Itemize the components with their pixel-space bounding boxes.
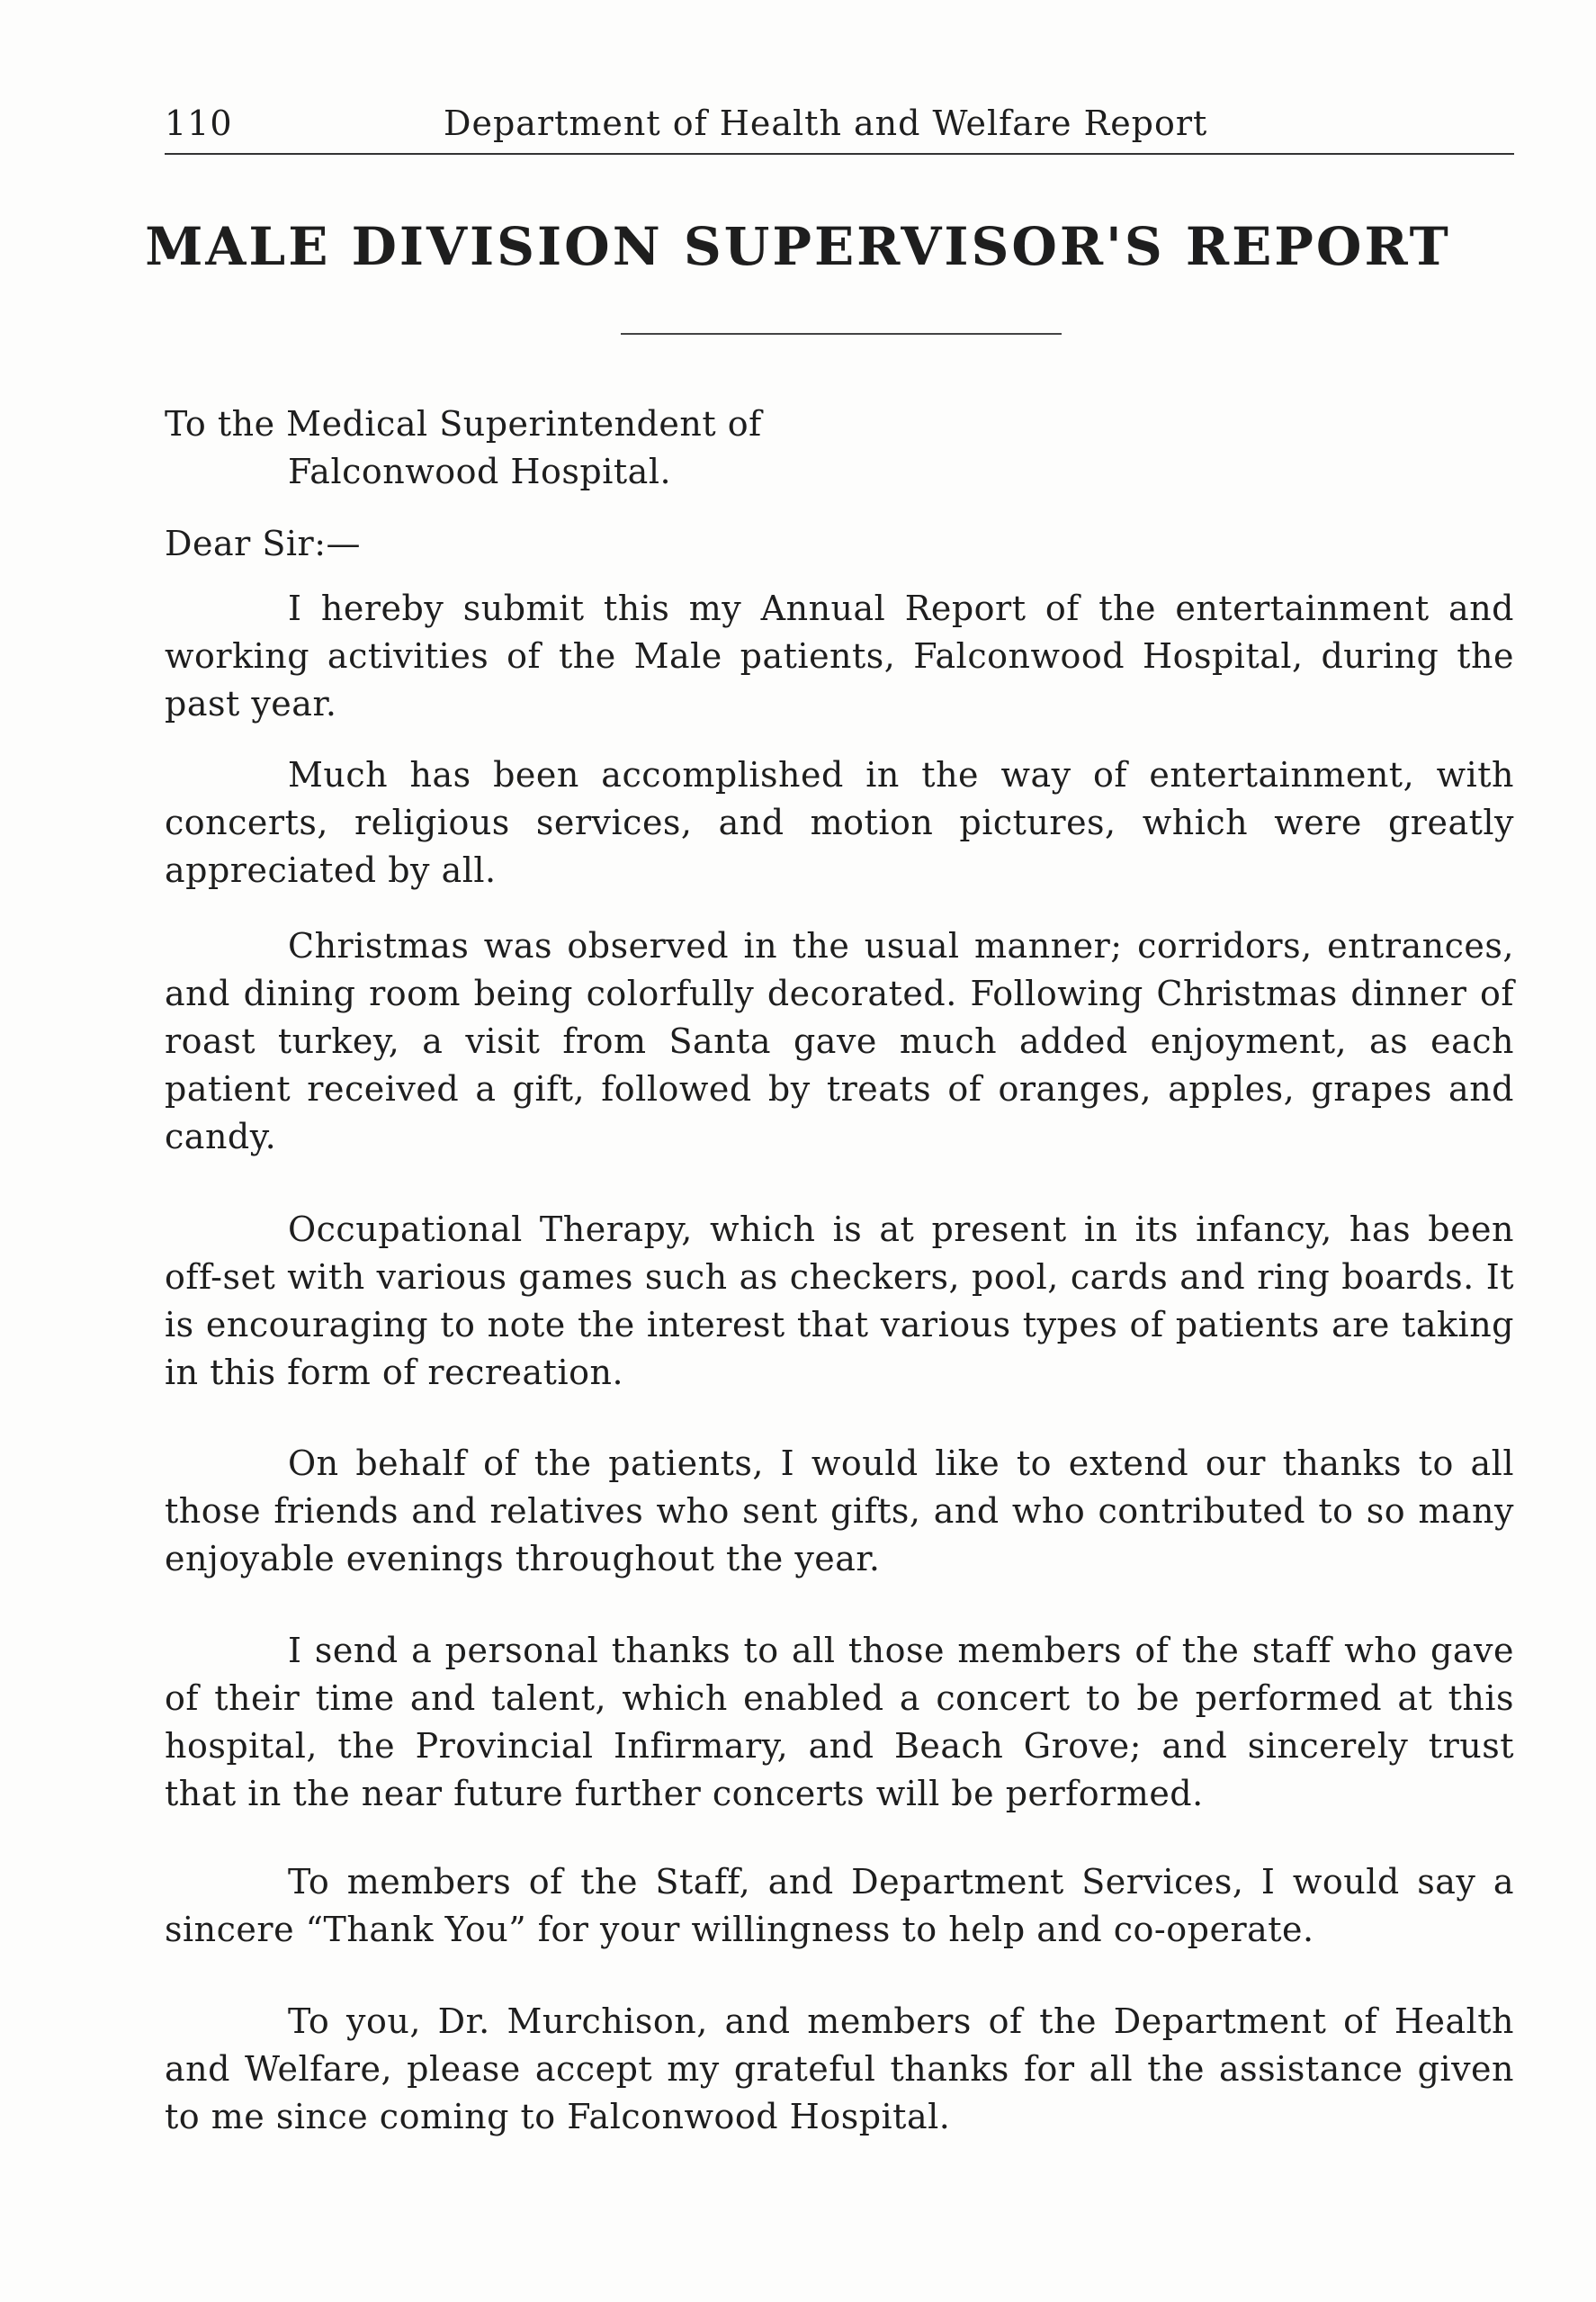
paragraph-entertainment: Much has been accomplished in the way of entertainment, with concerts, religious services, and motion pictures, which were greatly appreciated by all. [165, 755, 1514, 890]
paragraph-thank-you: To members of the Staff, and Department Services, I would say a sincere “Thank You” for your willingness to help and co-operate. [165, 1862, 1514, 1949]
header-title: Department of Health and Welfare Report [444, 103, 1208, 143]
running-header [165, 103, 1514, 157]
paragraph-annual-report: I hereby submit this my Annual Report of the entertainment and working activities of the Male patients, Falconwood Hospital, during the past year. [165, 589, 1514, 724]
addressee-line-2: Falconwood Hospital. [288, 452, 672, 491]
addressee-line-1: To the Medical Superintendent of [165, 404, 762, 444]
report-title: MALE DIVISION SUPERVISOR'S REPORT [145, 216, 1451, 277]
paragraph-occupational-therapy: Occupational Therapy, which is at present in its infancy, has been off-set with various games such as checkers, pool, cards and ring boards. It is encouraging to note the interest that various types of patients are taking in this form of recreation. [165, 1209, 1514, 1392]
salutation: Dear Sir:— [165, 524, 362, 563]
paragraph-thanks-friends: On behalf of the patients, I would like to extend our thanks to all those friends and relatives who sent gifts, and who contributed to so many enjoyable evenings throughout the year. [165, 1443, 1514, 1578]
paragraph-thanks-staff: I send a personal thanks to all those members of the staff who gave of their time and talent, which enabled a concert to be performed at this hospital, the Provincial Infirmary, and Beach Grove; and sincerely trust that in the near future further concerts will be performed. [165, 1631, 1514, 1813]
page-number: 110 [165, 103, 233, 143]
paragraph-christmas: Christmas was observed in the usual manner; corridors, entrances, and dining room being colorfully decorated. Following Christmas dinner of roast turkey, a visit from Santa gave much added enjoyment, as each patient received a gift, followed by treats of oranges, apples, grapes and candy. [165, 926, 1514, 1156]
header-rule [165, 153, 1514, 155]
title-rule [621, 333, 1062, 335]
paragraph-closing: To you, Dr. Murchison, and members of the Department of Health and Welfare, please accept my grateful thanks for all the assistance given to me since coming to Falconwood Hospital. [165, 2001, 1514, 2136]
